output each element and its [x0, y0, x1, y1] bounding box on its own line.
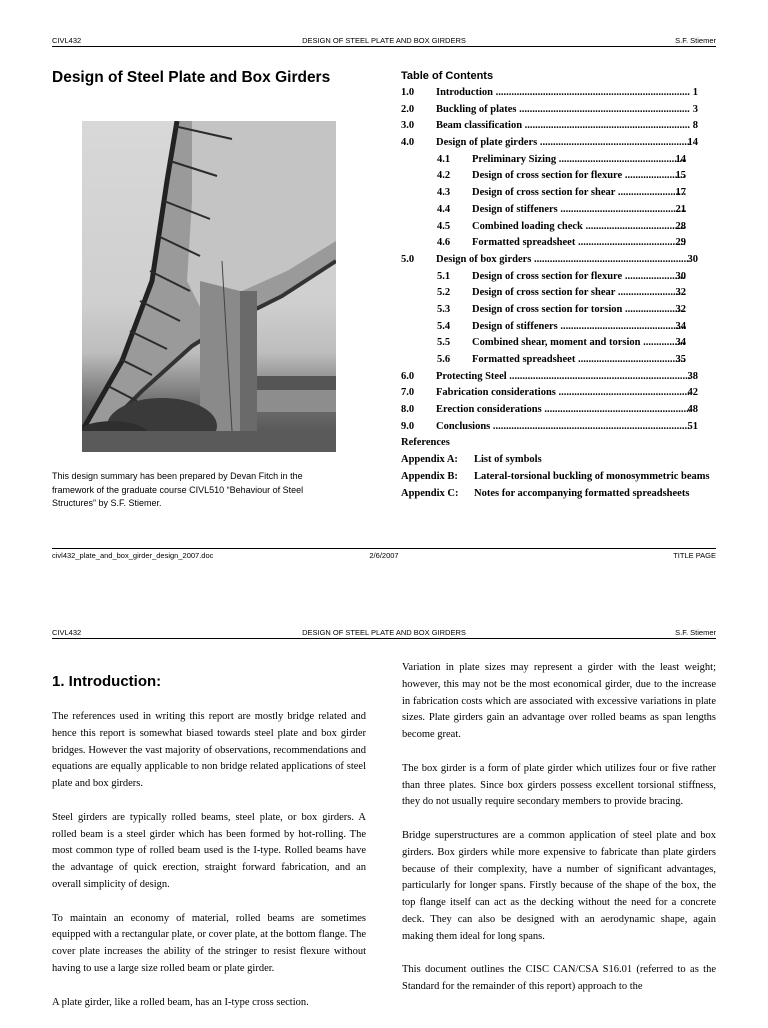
header-course: CIVL432 — [52, 36, 82, 45]
toc-appendix-title: Lateral-torsional buckling of monosymmetric beams — [474, 470, 710, 482]
toc-entry[interactable] — [401, 102, 716, 119]
toc-entry-label: Protecting Steel ..... — [436, 369, 690, 386]
toc-entry[interactable] — [401, 152, 716, 169]
toc-entry-label: Design of stiffeners ..... — [472, 319, 686, 336]
toc-entry-label: Design of box girders ..... — [436, 252, 690, 269]
toc-appendix[interactable] — [401, 486, 716, 503]
toc-entry-page: 14 — [675, 153, 686, 165]
toc-entry-number: 4.0 — [401, 137, 415, 149]
paragraph: Steel girders are typically rolled beams, steel plate, or box girders. A rolled beam is a steel girder which has been formed by hot-rolling. The most common type of rolled beam used is the I-type. Rolled beams have the advantage of quick erection, straight forward fabrication, and an overall simplicity of design. — [52, 811, 366, 890]
document-title: Design of Steel Plate and Box Girders — [52, 69, 331, 86]
toc-entry[interactable] — [401, 202, 716, 219]
toc-appendix-key: Appendix A: — [401, 454, 458, 466]
toc-references[interactable]: References — [401, 437, 450, 449]
toc-entry-label: Design of plate girders ..... — [436, 135, 690, 152]
toc-entry-page: 1 — [692, 87, 698, 98]
toc-entry-label: Design of cross section for flexure ..... — [472, 269, 686, 286]
toc-entry[interactable] — [401, 302, 716, 319]
toc-entry-label: Design of cross section for torsion ..... — [472, 302, 686, 319]
section-title: 1. Introduction: — [52, 673, 162, 690]
toc-appendix-title: List of symbols — [474, 454, 542, 466]
toc-appendix-title: Notes for accompanying formatted spreadsheets — [474, 487, 690, 499]
toc-entry-number: 7.0 — [401, 387, 415, 399]
toc-entry[interactable] — [401, 419, 716, 436]
toc-entry-number: 1.0 — [401, 87, 415, 98]
toc-entry[interactable] — [401, 219, 716, 236]
paragraph: This document outlines the CISC CAN/CSA S16.01 (referred to as the Standard for the remainder of this report) approach to the — [402, 964, 716, 993]
header-document-title: DESIGN OF STEEL PLATE AND BOX GIRDERS — [302, 36, 466, 45]
toc-title: Table of Contents — [401, 70, 494, 82]
toc-entry-page: 28 — [675, 220, 686, 232]
header-author: S.F. Stiemer — [675, 36, 716, 45]
toc-entry-number: 3.0 — [401, 120, 415, 132]
toc-entry-number: 5.3 — [437, 303, 451, 315]
toc-entry[interactable] — [401, 252, 716, 269]
toc-entry[interactable] — [401, 402, 716, 419]
toc-entry-label: Design of cross section for flexure ..... — [472, 168, 686, 185]
toc-entry-label: Combined loading check ..... — [472, 219, 686, 236]
toc-entry-page: 32 — [675, 303, 686, 315]
toc-entry-number: 6.0 — [401, 370, 415, 382]
page-header — [52, 34, 716, 47]
table-of-contents — [401, 85, 716, 502]
toc-entry-number: 9.0 — [401, 420, 415, 432]
page-header — [52, 626, 716, 639]
toc-entry-number: 4.5 — [437, 220, 451, 232]
toc-entry-page: 30 — [675, 270, 686, 282]
toc-entry-label: Design of cross section for shear ..... — [472, 285, 686, 302]
toc-entry[interactable] — [401, 319, 716, 336]
toc-entry-number: 4.4 — [437, 203, 451, 215]
toc-entry-number: 4.1 — [437, 153, 451, 165]
toc-entry[interactable] — [401, 85, 716, 102]
toc-entry-label: Fabrication considerations ..... — [436, 385, 690, 402]
paragraph: Variation in plate sizes may represent a girder with the least weight; however, this may not be the most economical girder, due to the increase in fabrication costs which are associated with excessive variations in plate sizes. Plate girders gain an advantage over rolled beams as span lengths become great. — [402, 662, 716, 741]
header-course: CIVL432 — [52, 628, 82, 637]
paragraph: Bridge superstructures are a common application of steel plate and box girders. Box girders while more expensive to fabricate than plate girders because of their complexity, have a number of significant advantages, particularly for longer spans. Firstly because of the shape of the box, the top flange itself can act as the decking without the need for a concrete deck. They can also be designed with an aerodynamic shape, again making them ideal for long spans. — [402, 829, 716, 942]
toc-entry[interactable] — [401, 118, 716, 135]
toc-entry-page: 8 — [692, 120, 698, 132]
toc-entry[interactable] — [401, 335, 716, 352]
toc-entry-label: Combined shear, moment and torsion ..... — [472, 335, 686, 352]
photo-caption: This design summary has been prepared by Devan Fitch in the framework of the graduate course CIVL510 “Behaviour of Steel Structures” by S.F. Stiemer. — [52, 471, 304, 508]
toc-entry-page: 34 — [675, 337, 686, 349]
toc-entry-number: 5.5 — [437, 337, 451, 349]
toc-entry[interactable] — [401, 369, 716, 386]
toc-entry[interactable] — [401, 168, 716, 185]
toc-entry[interactable] — [401, 269, 716, 286]
toc-appendix-key: Appendix B: — [401, 470, 458, 482]
toc-entry-page: 14 — [687, 137, 698, 149]
footer-filename: civl432_plate_and_box_girder_design_2007.doc — [52, 551, 214, 560]
toc-appendix[interactable] — [401, 469, 716, 486]
toc-entry-page: 3 — [692, 103, 698, 115]
toc-entry-number: 5.4 — [437, 320, 451, 332]
toc-entry-page: 42 — [687, 387, 698, 399]
toc-entry-number: 4.3 — [437, 187, 451, 199]
toc-entry-page: 35 — [675, 354, 686, 365]
toc-entry-label: Erection considerations ..... — [436, 402, 690, 419]
toc-entry-page: 17 — [675, 187, 686, 199]
toc-entry[interactable] — [401, 135, 716, 152]
toc-entry[interactable] — [401, 235, 716, 252]
paragraph: To maintain an economy of material, rolled beams are sometimes equipped with a rectangular plate, or cover plate, at the bottom flange. The cover plate increases the ability of the stringer to resist flexure without having to use a large size rolled beam or plate girder. — [52, 912, 366, 974]
toc-entry-page: 15 — [675, 170, 686, 182]
toc-entry-number: 8.0 — [401, 404, 415, 416]
toc-entry-label: Preliminary Sizing ..... — [472, 152, 686, 169]
toc-entry-label: Conclusions ..... — [436, 419, 690, 436]
toc-entry-page: 34 — [675, 320, 686, 332]
toc-entry-number: 4.2 — [437, 170, 451, 182]
toc-entry-label: Beam classification ..... — [436, 118, 690, 135]
toc-appendix[interactable] — [401, 452, 716, 469]
page-footer — [52, 548, 716, 561]
toc-entry-page: 30 — [687, 253, 698, 265]
toc-entry-number: 5.2 — [437, 287, 451, 299]
toc-entry-page: 29 — [675, 237, 686, 249]
toc-entry-page: 32 — [675, 287, 686, 299]
paragraph: The box girder is a form of plate girder which utilizes four or five rather than three plates. Since box girders possess excellent torsional stiffness, they do not usually require secondary members to provide bracing. — [402, 762, 716, 808]
paragraph: A plate girder, like a rolled beam, has an I-type cross section. — [52, 996, 309, 1008]
toc-entry-page: 21 — [675, 203, 686, 215]
toc-entry-label: Introduction ..... — [436, 85, 690, 102]
toc-appendix-key: Appendix C: — [401, 487, 459, 499]
toc-entry-label: Buckling of plates ..... — [436, 102, 690, 119]
toc-entry-label: Design of cross section for shear ..... — [472, 185, 686, 202]
toc-entry-label: Formatted spreadsheet ..... — [472, 352, 686, 369]
footer-date: 2/6/2007 — [369, 551, 399, 560]
toc-entry[interactable] — [401, 285, 716, 302]
toc-entry-number: 5.0 — [401, 253, 415, 265]
header-author: S.F. Stiemer — [675, 628, 716, 637]
toc-entry[interactable] — [401, 385, 716, 402]
right-column — [402, 660, 716, 1013]
page-gap — [0, 580, 768, 620]
toc-entry-label: Design of stiffeners ..... — [472, 202, 686, 219]
toc-entry[interactable] — [401, 185, 716, 202]
header-document-title: DESIGN OF STEEL PLATE AND BOX GIRDERS — [302, 628, 466, 637]
toc-entry-number: 2.0 — [401, 103, 415, 115]
bridge-photo — [82, 121, 336, 452]
toc-entry-label: Formatted spreadsheet ..... — [472, 235, 686, 252]
toc-entry-page: 38 — [687, 370, 698, 382]
toc-entry-page: 51 — [687, 420, 698, 432]
toc-entry-page: 48 — [687, 404, 698, 416]
left-column — [52, 709, 366, 1028]
toc-entry[interactable] — [401, 352, 716, 369]
toc-entry-number: 5.6 — [437, 354, 451, 365]
toc-entry-number: 5.1 — [437, 270, 451, 282]
paragraph: The references used in writing this report are mostly bridge related and hence this report is somewhat biased towards steel plate and box girder bridges. However the vast majority of observations, recommendations and equations are equally applicable to non bridge related applications of steel plate and box girders. — [52, 711, 366, 790]
footer-page-label: TITLE PAGE — [673, 551, 716, 560]
toc-entry-number: 4.6 — [437, 237, 451, 249]
